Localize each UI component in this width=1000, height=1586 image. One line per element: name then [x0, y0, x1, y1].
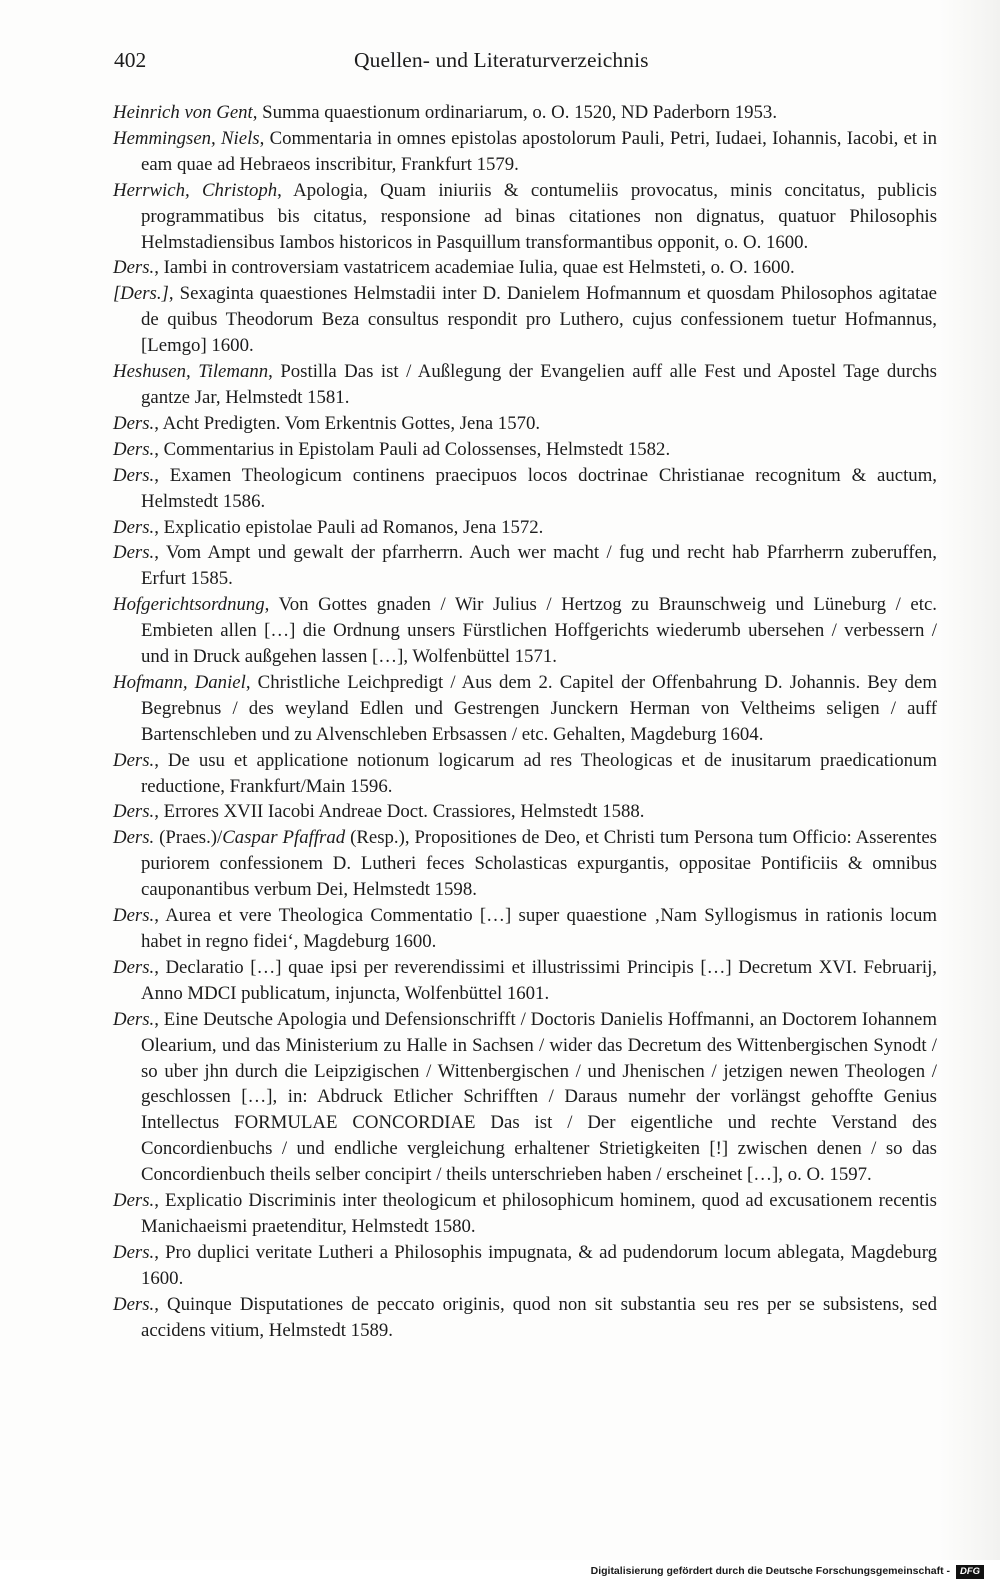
entry-text: , Apologia, Quam iniuriis & contumeliis provocatus, minis concitatus, publicis programmatibus bis citatus, responsione ad binas citationes non dignatus, quatuor Philosophis Helmstadiensibus Iambos historicos in Pasquillum transformantibus opponit, o. O. 1600.	[141, 179, 937, 253]
entry-text: , Postilla Das ist / Außlegung der Evangelien auff alle Fest und Apostel Tage durchs gantze Jar, Helmstedt 1581.	[141, 361, 937, 408]
entry-text: , Summa quaestionum ordinariarum, o. O. 1520, ND Paderborn 1953.	[252, 102, 778, 123]
entry-text: (Praes.)/	[154, 827, 223, 849]
bibliography-entry	[113, 670, 937, 748]
entry-author: Ders.	[113, 801, 155, 823]
bibliography-entry	[113, 281, 937, 359]
bibliography-entry	[113, 463, 937, 515]
entry-author: [Ders.]	[113, 283, 169, 305]
bibliography-entry	[113, 178, 937, 256]
entry-text: , Eine Deutsche Apologia und Defensionschrifft / Doctoris Danielis Hoffmanni, an Doctorem Iohannem Olearium, und das Ministerium zu Halle in Sachsen / wider das Decretum des Wittenbergischen Synodt / so uber jhn durch die Leipzigischen / Wittenbergischen / und Jhenischen / jetzigen newen Theologen / geschlossen […], in: Abdruck Etlicher Schrifften / Daraus numehr der vorlängst gehoffte Genius Intellectus FORMULAE CONCORDIAE Das ist / Der eigentliche und rechte Verstand des Concordienbuchs / und endliche vergleichung erhaltener Strietigkeiten [!] zwischen denen / so das Concordienbuch theils selber concipirt / theils unterschrieben haben / erscheinet […], o. O. 1597.	[141, 1008, 937, 1186]
entry-author: Ders.	[113, 257, 155, 279]
bibliography-entry	[113, 411, 937, 437]
entry-author: Heinrich von Gent	[113, 102, 253, 123]
entry-text: , Vom Ampt und gewalt der pfarrherrn. Auch wer macht / fug und recht hab Pfarrherrn zuberuffen, Erfurt 1585.	[141, 542, 937, 590]
bibliography-entry	[113, 1188, 937, 1240]
funding-note: Digitalisierung gefördert durch die Deutsche Forschungsgemeinschaft -	[590, 1565, 950, 1577]
entry-author: Ders.	[113, 1190, 155, 1212]
bibliography-entry	[113, 903, 937, 955]
entry-text: , Von Gottes gnaden / Wir Julius / Hertzog zu Braunschweig und Lüneburg / etc. Embieten allen […] die Ordnung unsers Fürstlichen Hoffgerichts wiederumb ubersehen / verbessern / und in Druck außgehen lassen […], Wolfenbüttel 1571.	[141, 594, 937, 668]
bibliography-entry	[113, 748, 937, 800]
entry-text-continued: (Resp.), Propositiones de Deo, et Christi tum Persona tum Officio: Asserentes puriorem confessionem D. Lutheri feces Scholasticas expurgantis, oppositae Pontificiis & omnibus cauponantibus verbum Dei, Helmstedt 1598.	[141, 827, 937, 901]
bibliography-entry	[113, 255, 937, 281]
bibliography-entry	[113, 825, 937, 903]
entry-author: Ders.	[113, 749, 155, 771]
entry-text: , Examen Theologicum continens praecipuos locos doctrinae Christianae recognitum & auctum, Helmstedt 1586.	[141, 464, 937, 512]
page-number: 402	[114, 48, 147, 72]
entry-text: , Explicatio Discriminis inter theologicum et philosophicum hominem, quod ad excusationem recentis Manichaeismi praetenditur, Helmstedt 1580.	[141, 1190, 937, 1237]
dfg-logo: DFG	[956, 1565, 984, 1579]
entry-author: Heshusen, Tilemann	[113, 361, 269, 383]
entry-author-secondary: Caspar Pfaffrad	[222, 827, 346, 849]
bibliography-entry	[113, 515, 937, 541]
entry-text: , Acht Predigten. Vom Erkentnis Gottes, Jena 1570.	[154, 412, 541, 434]
entry-author: Ders.	[113, 438, 155, 460]
entry-author: Ders.	[113, 412, 155, 434]
entry-author: Ders.	[113, 827, 155, 849]
page-edge-shadow	[940, 0, 1000, 1560]
entry-text: , Declaratio […] quae ipsi per reverendissimi et illustrissimi Principis […] Decretum XVI. Februarij, Anno MDCI publicatum, injuncta, Wolfenbüttel 1601.	[141, 956, 937, 1004]
entry-author: Hofgerichtsordnung	[113, 594, 265, 616]
bibliography-entry	[113, 1007, 937, 1188]
entry-text: , Commentaria in omnes epistolas apostolorum Pauli, Petri, Iudaei, Iohannis, Iacobi, et in eam quae ad Hebraeos inscribitur, Frankfurt 1579.	[141, 127, 938, 175]
bibliography-entry	[113, 799, 937, 825]
entry-author: Ders.	[113, 1241, 155, 1263]
entry-text: , De usu et applicatione notionum logicarum ad res Theologicas et de inusitarum praedicationum reductione, Frankfurt/Main 1596.	[141, 749, 937, 797]
entry-author: Ders.	[113, 1008, 155, 1030]
entry-text: , Errores XVII Iacobi Andreae Doct. Crassiores, Helmstedt 1588.	[154, 801, 645, 823]
digitization-footer	[0, 1560, 1000, 1586]
bibliography-entry	[113, 540, 937, 592]
entry-author: Herrwich, Christoph	[113, 179, 278, 201]
bibliography-entry	[113, 955, 937, 1007]
entry-author: Ders.	[113, 1293, 155, 1315]
entry-text: , Sexaginta quaestiones Helmstadii inter D. Danielem Hofmannum et quosdam Philosophos agitatae de quibus Theodorum Beza consultus respondit pro Luthero, cujus confessionem tuetur Hofmannus, [Lemgo] 1600.	[141, 283, 937, 357]
entry-author: Ders.	[113, 542, 155, 564]
entry-author: Ders.	[113, 905, 155, 927]
entry-author: Hemmingsen, Niels	[113, 127, 260, 149]
entry-text: , Commentarius in Epistolam Pauli ad Colossenses, Helmstedt 1582.	[154, 438, 671, 460]
bibliography-entry	[113, 126, 937, 178]
entry-text: , Pro duplici veritate Lutheri a Philosophis impugnata, & ad pudendorum locum ablegata, Magdeburg 1600.	[141, 1241, 937, 1289]
bibliography-entry	[113, 359, 937, 411]
entry-author: Ders.	[113, 956, 155, 978]
bibliography-list	[113, 100, 937, 1344]
bibliography-entry	[113, 437, 937, 463]
entry-text: , Christliche Leichpredigt / Aus dem 2. Capitel der Offenbahrung D. Johannis. Bey dem Begrebnus / des weyland Edlen und Gestrengen Junckern Herman von Veltheims seligen / auff Bartenschleben und zu Alvenschleben Erbsassen / etc. Gehalten, Magdeburg 1604.	[141, 671, 937, 745]
entry-text: , Iambi in controversiam vastatricem academiae Iulia, quae est Helmsteti, o. O. 1600.	[154, 257, 795, 279]
entry-author: Ders.	[113, 516, 155, 538]
running-title: Quellen- und Literaturverzeichnis	[354, 48, 649, 72]
bibliography-entry	[113, 100, 937, 126]
page-header	[0, 42, 1000, 82]
entry-text: , Explicatio epistolae Pauli ad Romanos, Jena 1572.	[154, 516, 544, 538]
entry-text: , Quinque Disputationes de peccato originis, quod non sit substantia seu res per se subsistens, sed accidens vitium, Helmstedt 1589.	[141, 1293, 937, 1341]
bibliography-entry	[113, 592, 937, 670]
entry-author: Ders.	[113, 464, 155, 486]
entry-author: Hofmann, Daniel	[113, 671, 246, 693]
entry-text: , Aurea et vere Theologica Commentatio […] super quaestione ‚Nam Syllogismus in rationis locum habet in regno fidei‘, Magdeburg 1600.	[141, 905, 937, 952]
bibliography-entry	[113, 1240, 937, 1292]
bibliography-entry	[113, 1292, 937, 1344]
